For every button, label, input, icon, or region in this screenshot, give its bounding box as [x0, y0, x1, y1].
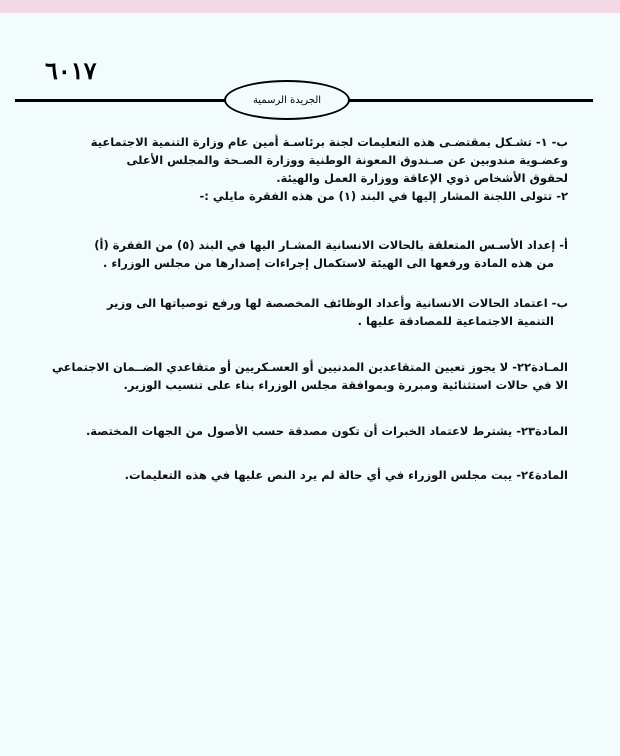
paragraph-line: ب- ١- تشـكل بمقتضـى هذه التعليمات لجنة برئاسـة أمين عام وزارة التنمية الاجتماعية	[90, 135, 568, 149]
paragraph-line: لحقوق الأشخاص ذوي الإعاقة ووزارة العمل والهيئة.	[276, 171, 568, 185]
paragraph-line: من هذه المادة ورفعها الى الهيئة لاستكمال إجراءات إصدارها من مجلس الوزراء .	[103, 256, 554, 270]
paragraph-line: ٢- تتولى اللجنة المشار إليها في البند (١) من هذه الفقرة مايلي :-	[199, 189, 568, 203]
paragraph-line: المادة٢٤- يبت مجلس الوزراء في أي حالة لم يرد النص عليها في هذه التعليمات.	[124, 468, 568, 482]
paragraph-line: المـادة٢٢- لا يجوز تعيين المتقاعدين المدنيين أو العسـكريين أو متقاعدي الضــمان الاجتماعي	[52, 360, 568, 374]
paragraph-line: وعضـوية مندوبين عن صـندوق المعونة الوطنية ووزارة الصـحة والمجلس الأعلى	[126, 153, 568, 167]
gazette-title: الجريدة الرسمية	[252, 94, 322, 106]
paragraph-b1	[48, 133, 568, 205]
article-22	[48, 358, 568, 394]
article-23	[48, 422, 568, 440]
gazette-title-badge	[224, 80, 350, 120]
article-24	[48, 466, 568, 484]
item-a	[48, 236, 568, 272]
paragraph-line: المادة٢٣- يشترط لاعتماد الخبرات أن تكون مصدقة حسب الأصول من الجهات المختصة.	[85, 424, 568, 438]
paragraph-line: ب- اعتماد الحالات الانسانية وأعداد الوظائف المخصصة لها ورفع توصياتها الى وزير	[107, 296, 568, 310]
paragraph-line: التنمية الاجتماعية للمصادقة عليها .	[357, 314, 554, 328]
item-b	[48, 294, 568, 330]
top-strip	[0, 0, 620, 13]
paragraph-line: الا في حالات استثنائية ومبررة وبموافقة مجلس الوزراء بناء على تنسيب الوزير.	[123, 378, 568, 392]
paragraph-line: أ- إعداد الأسـس المتعلقة بالحالات الانسانية المشـار اليها في البند (٥) من الفقرة (أ)	[94, 238, 568, 252]
page-number: ٦٠١٧	[45, 56, 97, 85]
